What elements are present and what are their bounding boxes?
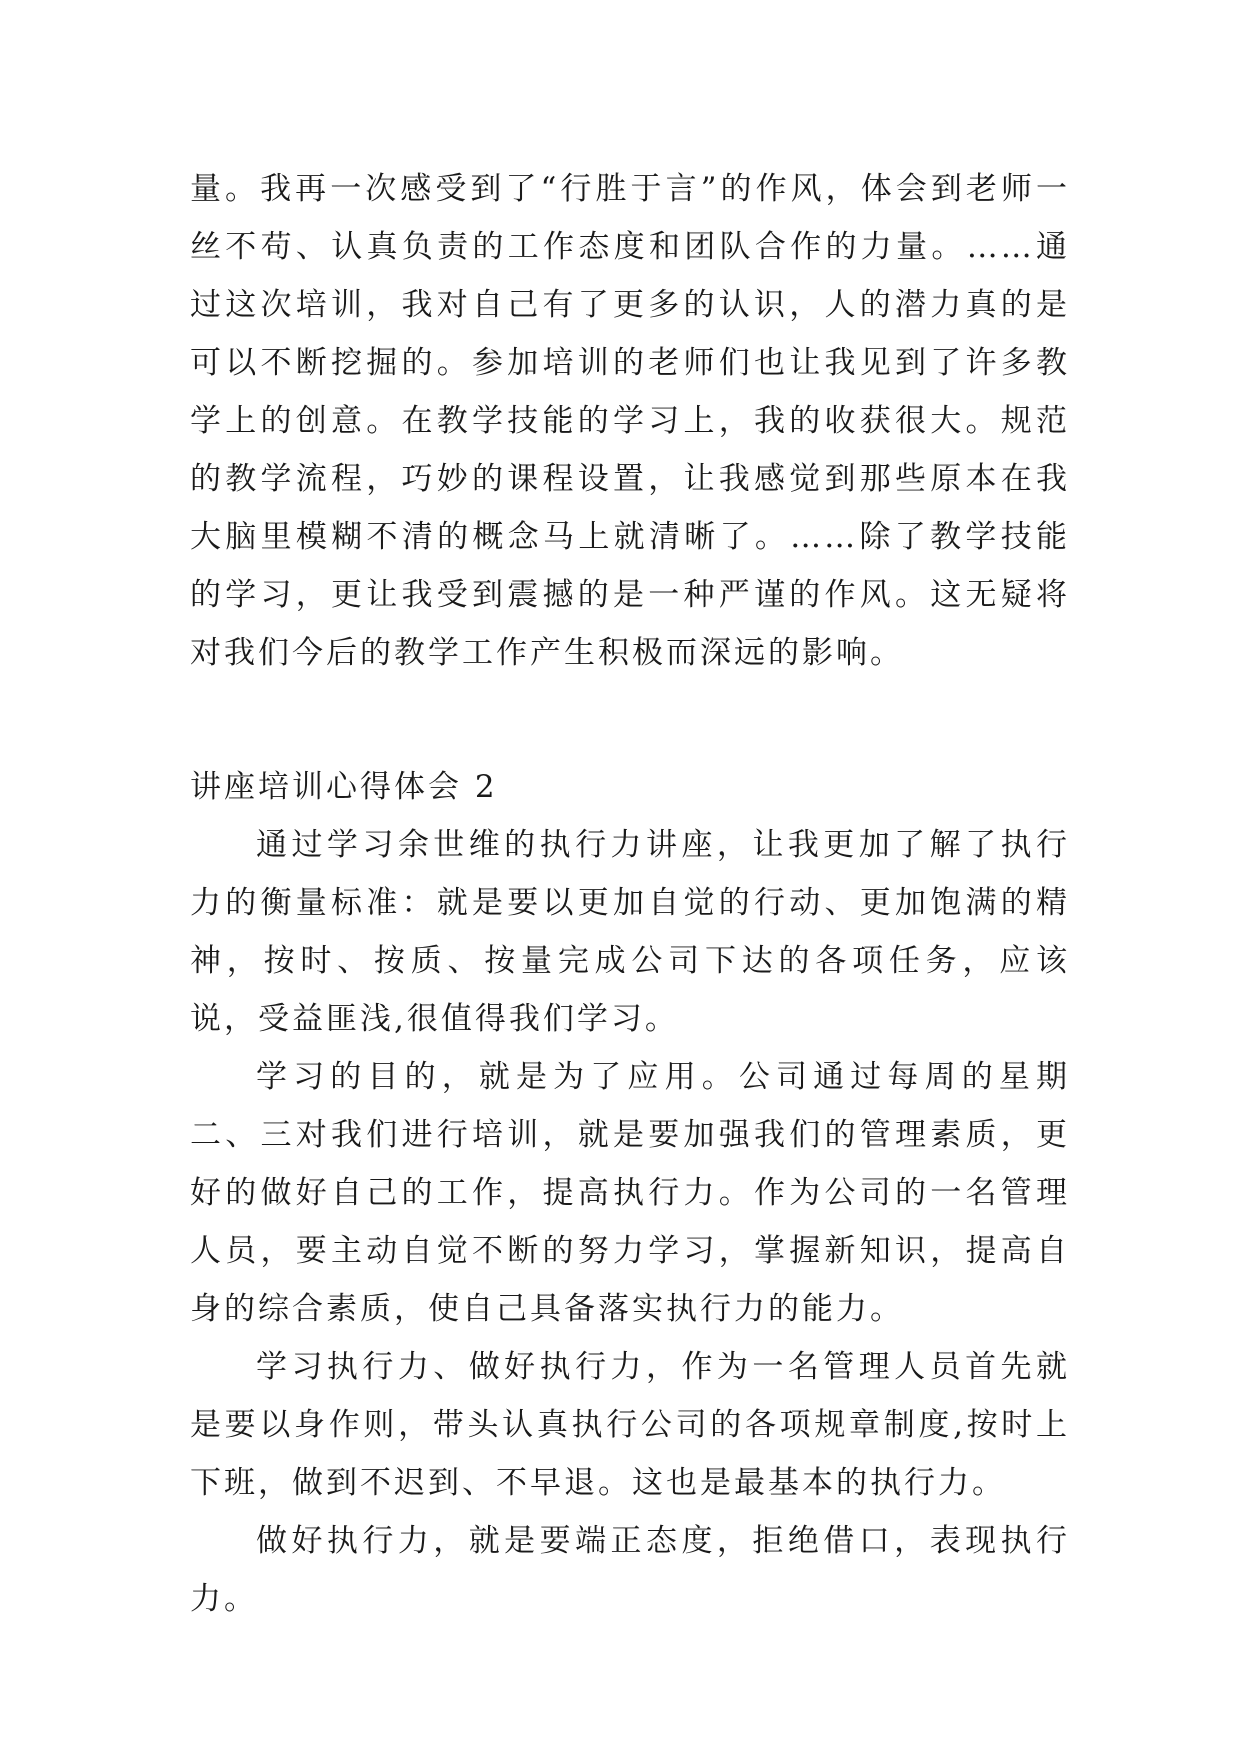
continuation-paragraph: 量。我再一次感受到了“行胜于言”的作风，体会到老师一丝不苟、认真负责的工作态度和团队合作的力量。……通过这次培训，我对自己有了更多的认识，人的潜力真的是可以不断挖掘的。参加培训的老师们也让我见到了许多教学上的创意。在教学技能的学习上，我的收获很大。规范的教学流程，巧妙的课程设置，让我感觉到那些原本在我大脑里模糊不清的概念马上就清晰了。……除了教学技能的学习，更让我受到震撼的是一种严谨的作风。这无疑将对我们今后的教学工作产生积极而深远的影响。 bbox=[190, 171, 1070, 671]
paragraph-4: 做好执行力，就是要端正态度，拒绝借口，表现执行力。 bbox=[190, 1523, 1070, 1617]
paragraph-1: 通过学习余世维的执行力讲座，让我更加了解了执行力的衡量标准：就是要以更加自觉的行动、更加饱满的精神，按时、按质、按量完成公司下达的各项任务，应该说，受益匪浅,很值得我们学习。 bbox=[190, 827, 1070, 1037]
paragraph-3: 学习执行力、做好执行力，作为一名管理人员首先就是要以身作则，带头认真执行公司的各项规章制度,按时上下班，做到不迟到、不早退。这也是最基本的执行力。 bbox=[190, 1349, 1070, 1501]
document-body bbox=[190, 160, 1070, 1628]
section-title: 讲座培训心得体会 2 bbox=[190, 769, 498, 805]
paragraph-2: 学习的目的，就是为了应用。公司通过每周的星期二、三对我们进行培训，就是要加强我们的管理素质，更好的做好自己的工作，提高执行力。作为公司的一名管理人员，要主动自觉不断的努力学习，掌握新知识，提高自身的综合素质，使自己具备落实执行力的能力。 bbox=[190, 1059, 1070, 1327]
